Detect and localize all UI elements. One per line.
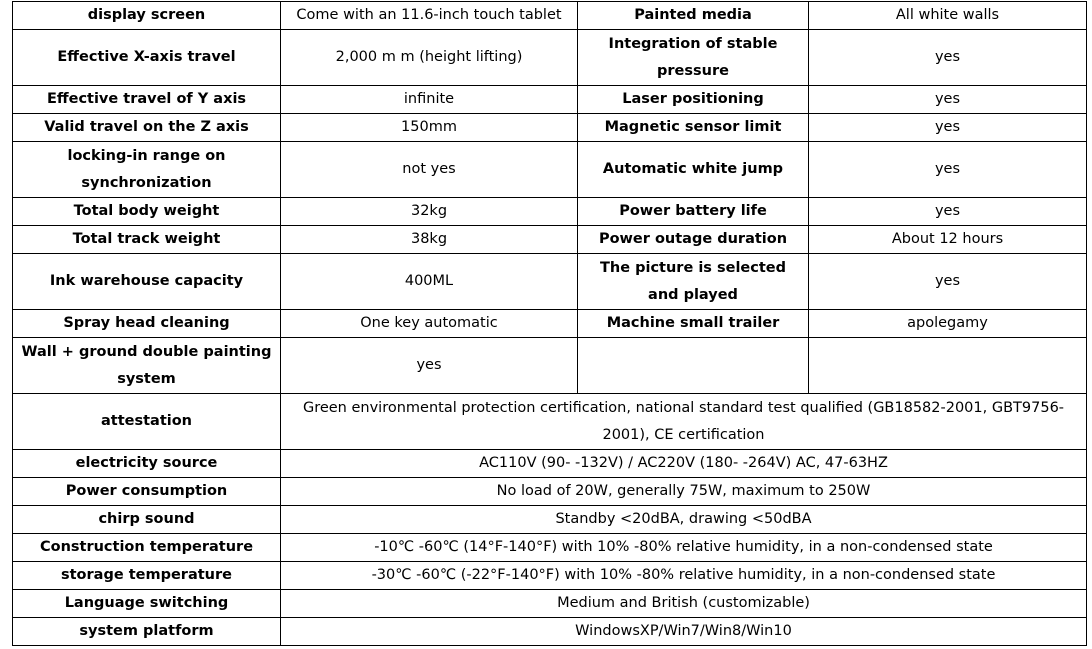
- table-row: [13, 310, 1087, 338]
- table-row: [13, 338, 1087, 394]
- table-row: [13, 394, 1087, 450]
- row-label: Integration of stable pressure: [578, 30, 809, 86]
- row-value: WindowsXP/Win7/Win8/Win10: [281, 618, 1087, 646]
- table-row: [13, 590, 1087, 618]
- row-value: yes: [281, 338, 578, 394]
- table-row: [13, 142, 1087, 198]
- row-label: display screen: [13, 2, 281, 30]
- table-row: [13, 534, 1087, 562]
- table-row: [13, 114, 1087, 142]
- row-label: Ink warehouse capacity: [13, 254, 281, 310]
- table-row: [13, 86, 1087, 114]
- row-value: apolegamy: [809, 310, 1087, 338]
- table-row: [13, 562, 1087, 590]
- row-value: 2,000 m m (height lifting): [281, 30, 578, 86]
- row-value: 150mm: [281, 114, 578, 142]
- row-value: Medium and British (customizable): [281, 590, 1087, 618]
- table-row: [13, 478, 1087, 506]
- row-label: Effective X-axis travel: [13, 30, 281, 86]
- row-label: system platform: [13, 618, 281, 646]
- row-value: yes: [809, 142, 1087, 198]
- row-value: infinite: [281, 86, 578, 114]
- row-label: Wall + ground double painting system: [13, 338, 281, 394]
- row-value: AC110V (90- -132V) / AC220V (180- -264V) AC, 47-63HZ: [281, 450, 1087, 478]
- row-value: -10℃ -60℃ (14°F-140°F) with 10% -80% relative humidity, in a non-condensed state: [281, 534, 1087, 562]
- row-label: Machine small trailer: [578, 310, 809, 338]
- row-label: Construction temperature: [13, 534, 281, 562]
- row-value: 400ML: [281, 254, 578, 310]
- row-label: Painted media: [578, 2, 809, 30]
- row-label: Power battery life: [578, 198, 809, 226]
- row-label: electricity source: [13, 450, 281, 478]
- row-label: Effective travel of Y axis: [13, 86, 281, 114]
- row-value: yes: [809, 30, 1087, 86]
- row-value: [809, 338, 1087, 394]
- row-label: Total body weight: [13, 198, 281, 226]
- row-label: The picture is selected and played: [578, 254, 809, 310]
- row-label: chirp sound: [13, 506, 281, 534]
- row-label: Power outage duration: [578, 226, 809, 254]
- row-label: Laser positioning: [578, 86, 809, 114]
- row-label: Valid travel on the Z axis: [13, 114, 281, 142]
- row-label: attestation: [13, 394, 281, 450]
- row-value: Standby <20dBA, drawing <50dBA: [281, 506, 1087, 534]
- row-value: Come with an 11.6-inch touch tablet: [281, 2, 578, 30]
- row-label: Power consumption: [13, 478, 281, 506]
- row-value: -30℃ -60℃ (-22°F-140°F) with 10% -80% relative humidity, in a non-condensed state: [281, 562, 1087, 590]
- row-value: One key automatic: [281, 310, 578, 338]
- row-value: No load of 20W, generally 75W, maximum to 250W: [281, 478, 1087, 506]
- row-value: yes: [809, 114, 1087, 142]
- row-label: Spray head cleaning: [13, 310, 281, 338]
- row-value: All white walls: [809, 2, 1087, 30]
- table-row: [13, 30, 1087, 86]
- row-value: not yes: [281, 142, 578, 198]
- row-value: yes: [809, 254, 1087, 310]
- row-label: Language switching: [13, 590, 281, 618]
- row-label: locking-in range on synchronization: [13, 142, 281, 198]
- table-row: [13, 198, 1087, 226]
- row-value: About 12 hours: [809, 226, 1087, 254]
- row-value: yes: [809, 86, 1087, 114]
- row-label: storage temperature: [13, 562, 281, 590]
- table-row: [13, 254, 1087, 310]
- row-label: [578, 338, 809, 394]
- spec-table: [12, 1, 1087, 646]
- table-row: [13, 2, 1087, 30]
- table-row: [13, 506, 1087, 534]
- row-value: Green environmental protection certification, national standard test qualified (GB18582-2001, GBT9756-2001), CE certification: [281, 394, 1087, 450]
- row-value: 32kg: [281, 198, 578, 226]
- table-row: [13, 226, 1087, 254]
- row-value: 38kg: [281, 226, 578, 254]
- row-label: Magnetic sensor limit: [578, 114, 809, 142]
- table-row: [13, 618, 1087, 646]
- row-label: Automatic white jump: [578, 142, 809, 198]
- table-row: [13, 450, 1087, 478]
- row-label: Total track weight: [13, 226, 281, 254]
- row-value: yes: [809, 198, 1087, 226]
